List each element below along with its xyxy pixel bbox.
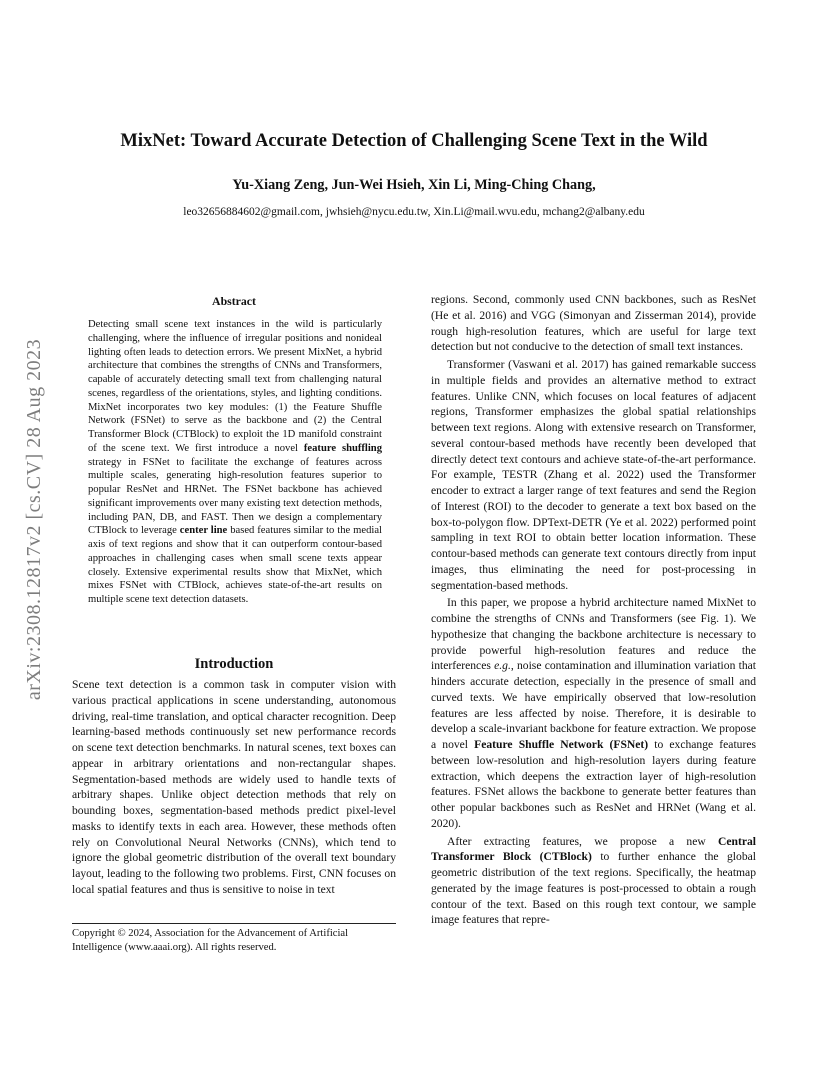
- intro-paragraph-1-continued: regions. Second, commonly used CNN backbones, such as ResNet (He et al. 2016) and VGG (Simonyan and Zisserman 2014), provide rough high-resolution features, which are useful for large text detection but not conducive to the detection of small text instances.: [431, 293, 756, 354]
- left-column: [72, 677, 396, 898]
- abstract-bold-center-line: center line: [179, 525, 228, 537]
- arxiv-id: arXiv:2308.12817v2 [cs.CV] 28 Aug 2023: [23, 338, 46, 700]
- p4-bold-ctblock: Central Transformer Block (CTBlock): [431, 834, 756, 864]
- p4-part-a: After extracting features, we propose a new: [447, 834, 718, 848]
- copyright-notice: Copyright © 2024, Association for the Advancement of Artificial Intelligence (www.aaai.org). All rights reserved.: [72, 928, 349, 953]
- author-list: Yu-Xiang Zeng, Jun-Wei Hsieh, Xin Li, Ming-Ching Chang,: [232, 177, 596, 193]
- abstract-bold-feature-shuffling: feature shuffling: [303, 442, 382, 454]
- footnote-divider: [72, 923, 396, 924]
- abstract-heading: Abstract: [212, 294, 256, 308]
- abstract-text: [88, 318, 382, 607]
- right-column: [431, 292, 756, 930]
- abstract-part-2: strategy in FSNet to facilitate the exchange of features across multiple scales, generating high-resolution features superior to popular ResNet and HRNet. The FSNet backbone has achieved significant improvements over many existing text detection methods, including PAN, DB, and FAST. Then we design a complementary CTBlock to leverage: [88, 456, 382, 537]
- author-emails: leo32656884602@gmail.com, jwhsieh@nycu.edu.tw, Xin.Li@mail.wvu.edu, mchang2@albany.edu: [183, 206, 645, 218]
- p4-part-b: to further enhance the global geometric distribution of the text regions. Specifically, the heatmap generated by the image features is post-processed to obtain a rough contour of the text. Based on this rough text contour, we sample image features that repre-: [431, 850, 756, 927]
- intro-paragraph-1: Scene text detection is a common task in computer vision with various practical applications in scene understanding, autonomous driving, real-time translation, and optical character recognition. Deep learning-based methods continuously set new performance records on scene text detection benchmarks. In natural scenes, text boxes can appear in arbitrary orientations and non-rectangular shapes. Segmentation-based methods are widely used to handle texts of arbitrary shapes. Unlike object detection methods that rely on bounding boxes, segmentation-based methods predict pixel-level masks to identify texts in each area. However, these methods often rely on Convolutional Neural Networks (CNNs), which tend to ignore the global geometric distribution of the overall text boundary layout, leading to the following two problems. First, CNN focuses on local spatial features and thus is sensitive to noise in text: [72, 678, 396, 896]
- abstract-part-1: Detecting small scene text instances in the wild is particularly challenging, where the influence of irregular positions and nonideal lighting often leads to detection errors. We present MixNet, a hybrid architecture that combines the strengths of CNNs and Transformers, capable of accurately detecting small text from challenging natural scenes, regardless of the orientations, styles, and lighting conditions. MixNet incorporates two key modules: (1) the Feature Shuffle Network (FSNet) to serve as the backbone and (2) the Central Transformer Block (CTBlock) to exploit the 1D manifold constraint of the scene text. We first introduce a novel: [88, 319, 382, 454]
- intro-paragraph-2: Transformer (Vaswani et al. 2017) has gained remarkable success in multiple fields and provides an alternative method to extract features. Unlike CNN, which focuses on local features of adjacent regions, Transformer emphasizes the global spatial relationships between text regions. Along with extensive research on Transformer, several contour-based methods have recently been developed that directly detect text contours and achieve state-of-the-art performance. For example, TESTR (Zhang et al. 2022) used the Transformer encoder to extract a larger range of text features and send the Region of Interest (ROI) to the decoder to generate a text box based on the box-to-polygon flow. DPText-DETR (Ye et al. 2022) performed point sampling in text ROI to obtain better location information. These contour-based methods can generate text contours directly from input images, thus eliminating the need for post-processing in segmentation-based methods.: [431, 358, 756, 592]
- abstract-part-3: based features similar to the medial axis of text regions and show that it can outperform contour-based approaches in challenging cases when small scene texts appear closely. Extensive experimental results show that MixNet, which mixes FSNet with CTBlock, achieves state-of-the-art results on multiple scene text detection datasets.: [88, 525, 383, 605]
- arxiv-watermark: [16, 280, 54, 758]
- p3-part-a: In this paper, we propose a hybrid architecture named MixNet to combine the strengths of CNNs and Transformers (see Fig. 1). We hypothesize that changing the backbone architecture is necessary to provide powerful high-resolution features and reduce the interferences: [431, 596, 756, 673]
- paper-title: MixNet: Toward Accurate Detection of Challenging Scene Text in the Wild: [120, 131, 708, 151]
- p3-bold-fsnet: Feature Shuffle Network (FSNet): [474, 738, 649, 751]
- p3-part-c: to exchange features between low-resolution and high-resolution layers during feature extraction, which deepens the extraction layer of high-resolution features. FSNet allows the backbone to generate better features than other popular backbones such as ResNet and HRNet (Wang et al. 2020).: [431, 738, 756, 830]
- introduction-heading: Introduction: [194, 656, 274, 672]
- intro-paragraph-3: [431, 595, 756, 831]
- intro-paragraph-4: [431, 834, 756, 929]
- p3-part-b: , noise contamination and illumination variation that hinders accurate detection, especially in the presence of small and curved texts. We have empirically observed that low-resolution features are less affected by noise. Therefore, it is desirable to develop a scale-invariant backbone for feature extraction. We propose a novel: [431, 659, 756, 751]
- p3-eg: e.g.: [494, 659, 511, 673]
